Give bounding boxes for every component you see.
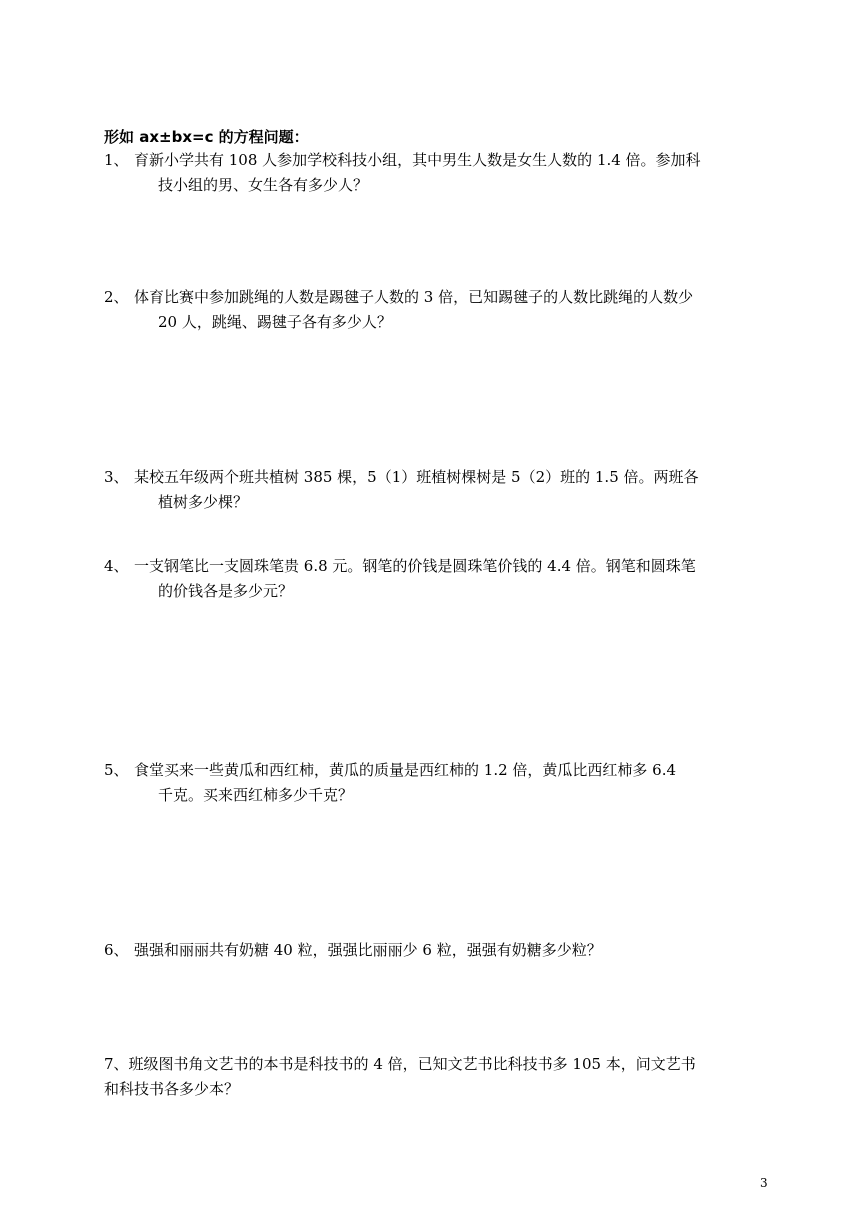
question-number: 6、	[104, 941, 129, 959]
question-4	[104, 554, 776, 604]
question-text: 一支钢笔比一支圆珠笔贵 6.8 元。钢笔的价钱是圆珠笔价钱的 4.4 倍。钢笔和圆珠笔	[134, 557, 696, 575]
section-heading: 形如 ax±bx=c 的方程问题：	[104, 128, 309, 146]
question-number: 4、	[104, 557, 129, 575]
question-1	[104, 148, 776, 198]
question-number: 2、	[104, 288, 129, 306]
question-text: 强强和丽丽共有奶糖 40 粒，强强比丽丽少 6 粒，强强有奶糖多少粒？	[134, 941, 602, 959]
question-text: 的价钱各是多少元？	[158, 582, 294, 600]
question-2	[104, 285, 776, 335]
question-text: 20 人，跳绳、踢毽子各有多少人？	[158, 313, 392, 331]
question-text: 和科技书各多少本？	[104, 1080, 240, 1098]
question-5	[104, 758, 776, 808]
question-text: 千克。买来西红柿多少千克？	[158, 786, 354, 804]
question-7	[104, 1052, 776, 1102]
question-number: 5、	[104, 761, 129, 779]
question-6	[104, 938, 776, 963]
page-number: 3	[760, 1176, 768, 1190]
question-number: 3、	[104, 468, 129, 486]
question-text: 植树多少棵？	[158, 493, 249, 511]
question-text: 育新小学共有 108 人参加学校科技小组，其中男生人数是女生人数的 1.4 倍。参加科	[134, 151, 701, 169]
question-3	[104, 465, 776, 515]
question-text: 7、班级图书角文艺书的本书是科技书的 4 倍，已知文艺书比科技书多 105 本，问文艺书	[104, 1055, 696, 1073]
question-text: 某校五年级两个班共植树 385 棵，5（1）班植树棵树是 5（2）班的 1.5 倍。两班各	[134, 468, 699, 486]
question-text: 体育比赛中参加跳绳的人数是踢毽子人数的 3 倍，已知踢毽子的人数比跳绳的人数少	[134, 288, 694, 306]
question-number: 1、	[104, 151, 129, 169]
question-text: 食堂买来一些黄瓜和西红柿，黄瓜的质量是西红柿的 1.2 倍，黄瓜比西红柿多 6.4	[134, 761, 677, 779]
question-text: 技小组的男、女生各有多少人？	[158, 176, 369, 194]
